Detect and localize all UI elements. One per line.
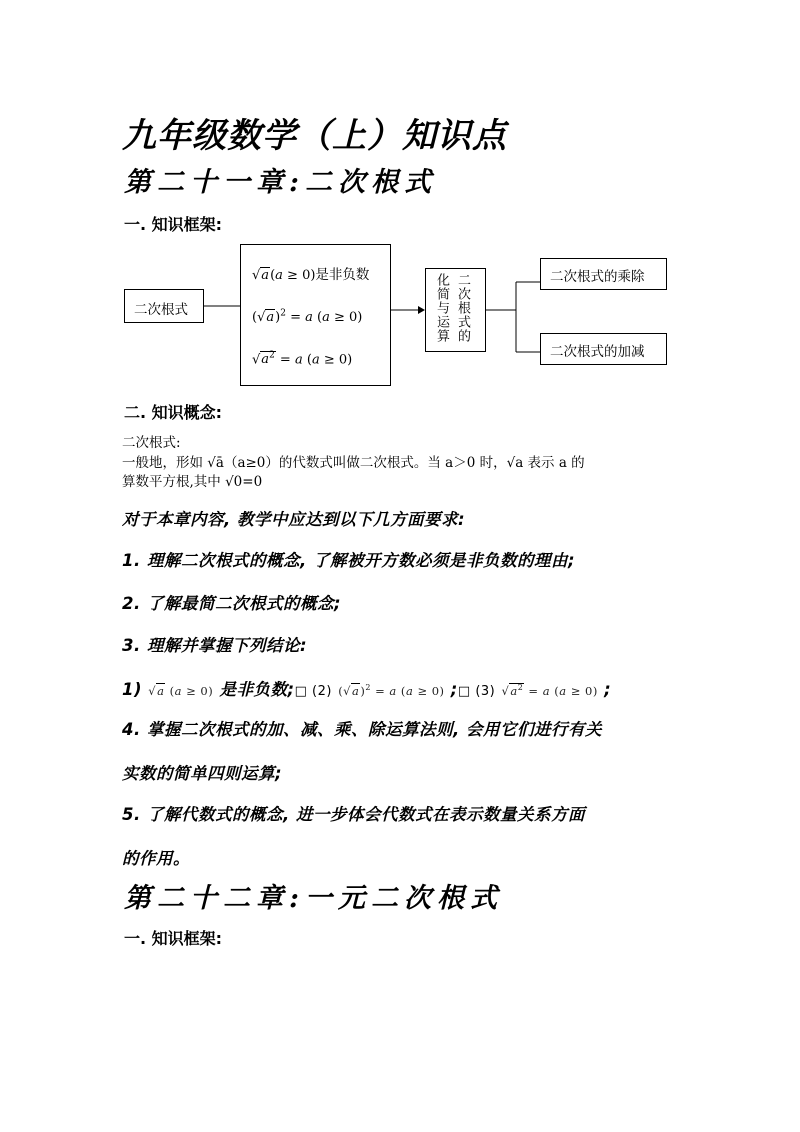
property-3: $√a^2 = a$ (a ≥ 0) [252, 351, 353, 368]
root-box [124, 289, 204, 323]
center-box [425, 268, 486, 352]
concept-line-2: 算数平方根,其中 √0=0 [122, 474, 263, 490]
conclusion-1-formula: √a (a ≥ 0) [148, 684, 214, 698]
center-box-col-2: 二次根式的 [455, 273, 470, 343]
conclusion-2-index: □ (2) [294, 684, 332, 699]
chapter-22-section-knowledge-framework: 一. 知识框架: [124, 929, 223, 948]
branch-top-box [540, 258, 667, 290]
section-knowledge-framework: 一. 知识框架: [124, 215, 223, 234]
requirement-2: 2. 了解最简二次根式的概念; [122, 594, 342, 613]
requirement-5-line-2: 的作用。 [122, 849, 190, 868]
branch-top-label: 二次根式的乘除 [550, 269, 645, 285]
arrow-head [418, 306, 425, 314]
page-title: 九年级数学（上）知识点 [122, 116, 507, 156]
conclusion-1-text: 是非负数; [219, 680, 295, 699]
diagram-connectors [0, 0, 800, 400]
requirement-3-conclusions [122, 676, 611, 700]
property-1-text: 是非负数 [315, 267, 370, 283]
property-1: √a(a ≥ 0)是非负数 [252, 267, 370, 283]
chapter-21-heading: 第二十一章:二次根式 [124, 167, 437, 198]
conclusion-2-formula: $(√a)^2 = a$ (a ≥ 0) [338, 683, 445, 698]
conclusion-2-text: ; [450, 680, 458, 699]
requirement-1: 1. 理解二次根式的概念, 了解被开方数必须是非负数的理由; [122, 551, 576, 570]
section-knowledge-concepts: 二. 知识概念: [124, 403, 223, 422]
root-box-label: 二次根式 [134, 302, 188, 318]
conclusion-3-formula: $√a^2 = a$ (a ≥ 0) [501, 683, 598, 698]
concept-line-1: 一般地，形如 √ā（a≥0）的代数式叫做二次根式。当 a＞0 时，√a 表示 a 的 [122, 455, 585, 471]
requirement-4-line-1: 4. 掌握二次根式的加、减、乘、除运算法则, 会用它们进行有关 [122, 720, 603, 739]
center-box-col-1: 化简与运算 [434, 273, 449, 343]
requirement-3: 3. 理解并掌握下列结论: [122, 636, 308, 655]
conclusion-3-text: ; [604, 680, 612, 699]
requirement-5-line-1: 5. 了解代数式的概念, 进一步体会代数式在表示数量关系方面 [122, 805, 586, 824]
concept-label: 二次根式: [122, 435, 181, 451]
chapter-22-heading: 第二十二章:一元二次根式 [124, 883, 503, 914]
branch-bottom-label: 二次根式的加减 [550, 344, 645, 360]
conclusion-3-index: □ (3) [457, 684, 496, 699]
branch-bottom-box [540, 333, 667, 365]
requirements-intro: 对于本章内容, 教学中应达到以下几方面要求: [122, 510, 466, 529]
properties-box [240, 244, 391, 386]
conclusion-1-index: 1) [122, 680, 143, 699]
requirement-4-line-2: 实数的简单四则运算; [122, 764, 283, 783]
property-2: $(√a)^2 = a$ (a ≥ 0) [252, 309, 363, 326]
